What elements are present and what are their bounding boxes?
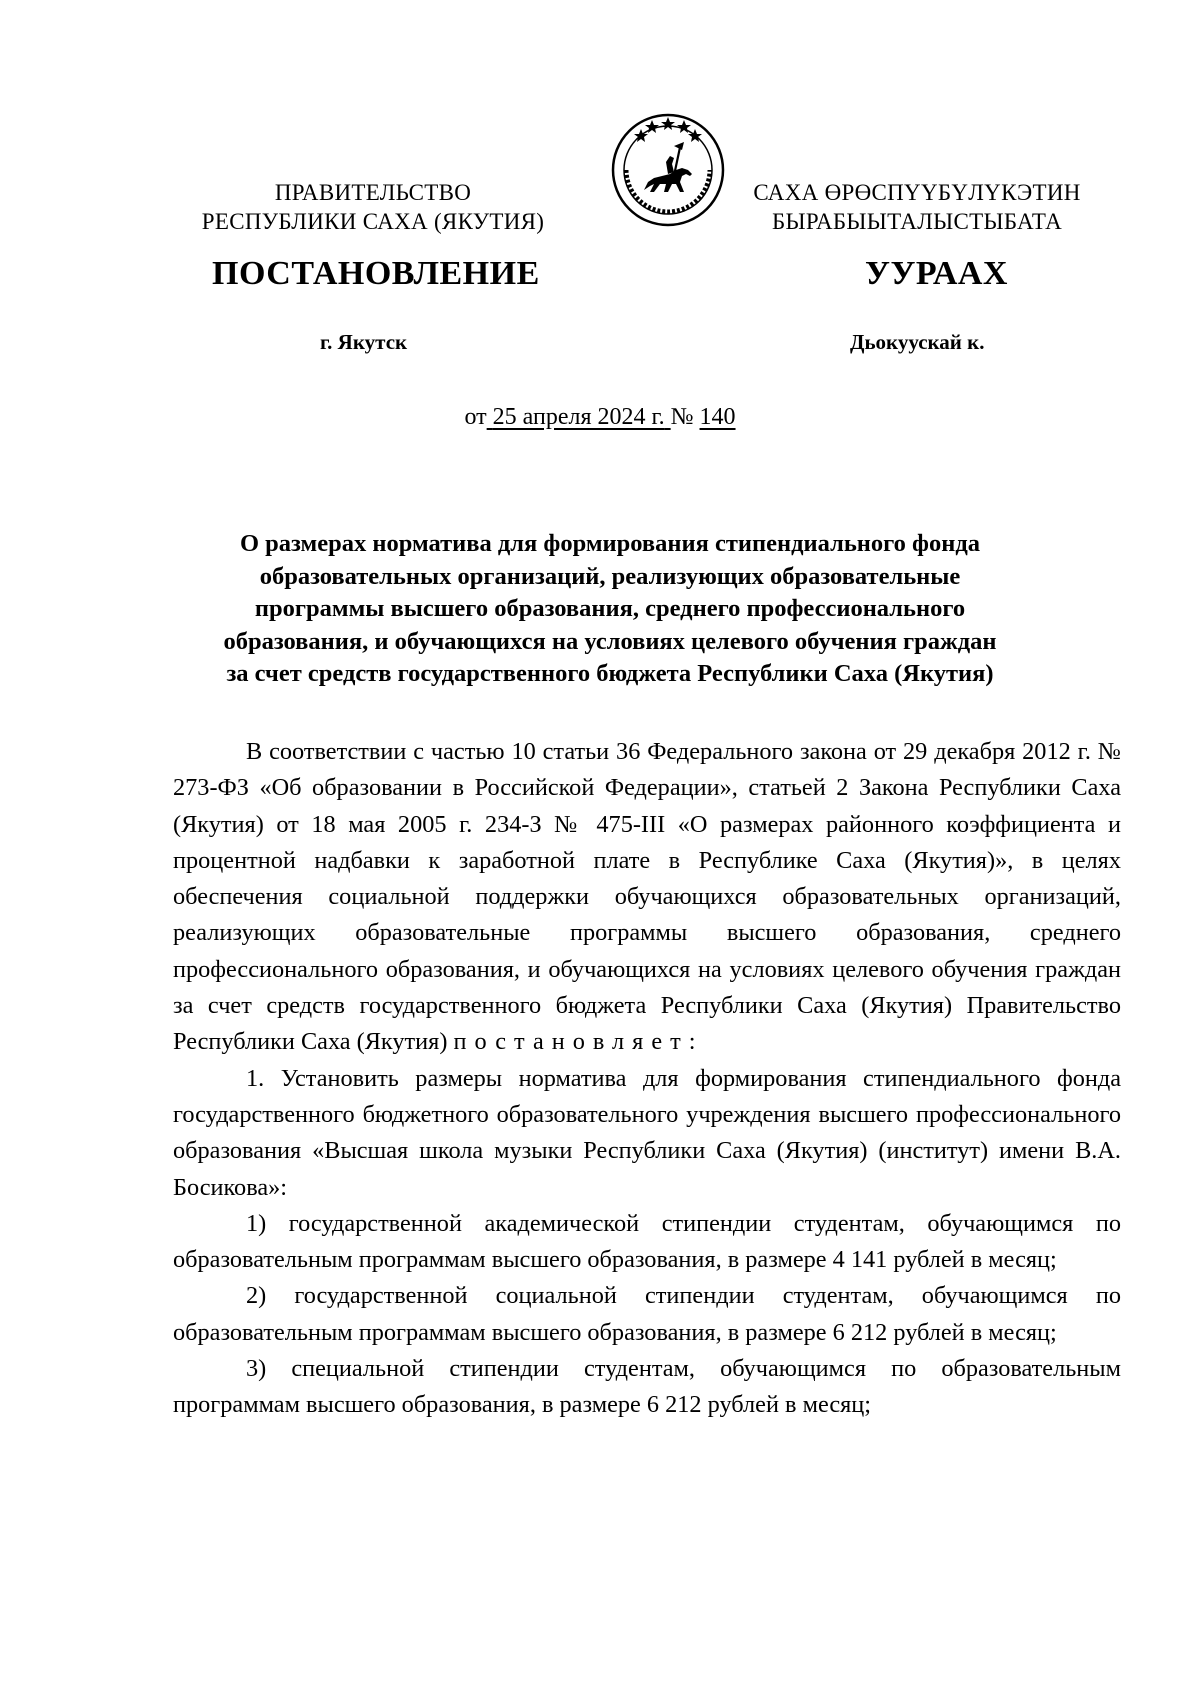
title-line: за счет средств государственного бюджета Республики Саха (Якутия) (226, 660, 994, 687)
title-line: О размерах норматива для формирования стипендиального фонда (239, 530, 981, 557)
issuer-yakut (717, 178, 1117, 236)
coat-of-arms-icon (610, 112, 726, 228)
preamble-paragraph (173, 734, 1121, 1061)
subitem-2-paragraph: 2) государственной социальной стипендии студентам, обучающимся по образовательным программам высшего образования, в размере 6 212 рублей в месяц; (173, 1282, 1121, 1346)
issuer-russian-line1: ПРАВИТЕЛЬСТВО (274, 180, 472, 205)
resolves-word: постановляет: (453, 1028, 704, 1056)
date-prefix: от (464, 404, 487, 430)
issuer-russian (163, 178, 583, 236)
preamble-text: В соответствии с частью 10 статьи 36 Федерального закона от 29 декабря 2012 г. № 273-ФЗ «Об образовании в Российской Федерации», статьей 2 Закона Республики Саха (Якутия) от 18 мая 2005 г. 234-З № 475-III «О размерах районного коэффициента и процентной надбавки к заработной плате в Республике Саха (Якутия)», в целях обеспечения социальной поддержки обучающихся образовательных организаций, реализующих образовательные программы высшего образования, среднего профессионального образования, и обучающихся на условиях целевого обучения граждан за счет средств государственного бюджета Республики Саха (Якутия) Правительство Республики Саха (Якутия) (173, 738, 1121, 1056)
title-line: программы высшего образования, среднего профессионального (254, 595, 966, 622)
issuer-russian-line2: РЕСПУБЛИКИ САХА (ЯКУТИЯ) (201, 209, 545, 234)
document-title (150, 528, 1070, 691)
title-line: образования, и обучающихся на условиях целевого обучения граждан (223, 627, 997, 655)
document-number: 140 (699, 404, 736, 430)
document-date: 25 апреля 2024 г. (492, 404, 665, 430)
doc-type-russian: ПОСТАНОВЛЕНИЕ (212, 255, 540, 292)
subitem-1-paragraph: 1) государственной академической стипендии студентам, обучающимся по образовательным программам высшего образования, в размере 4 141 рублей в месяц; (173, 1209, 1121, 1274)
date-number-line (0, 404, 1200, 431)
document-body (173, 734, 1121, 1424)
title-line: образовательных организаций, реализующих образовательные (259, 562, 961, 590)
city-yakut: Дьокуускай к. (850, 330, 985, 354)
issuer-yakut-line1: САХА ӨРӨСПҮҮБҮЛҮКЭТИН (753, 180, 1081, 205)
doc-type-yakut: УУРААХ (865, 255, 1008, 292)
number-sign: № (670, 404, 694, 430)
issuer-yakut-line2: БЫРАБЫЫТАЛЫСТЫБАТА (771, 209, 1063, 234)
item-1-paragraph: 1. Установить размеры норматива для формирования стипендиального фонда государственного бюджетного образовательного учреждения высшего профессионального образования «Высшая школа музыки Республики Саха (Якутия) (институт) имени В.А. Босикова»: (173, 1064, 1121, 1201)
subitem-3-paragraph: 3) специальной стипендии студентам, обучающимся по образовательным программам высшего образования, в размере 6 212 рублей в месяц; (173, 1355, 1121, 1419)
city-russian: г. Якутск (320, 330, 408, 354)
